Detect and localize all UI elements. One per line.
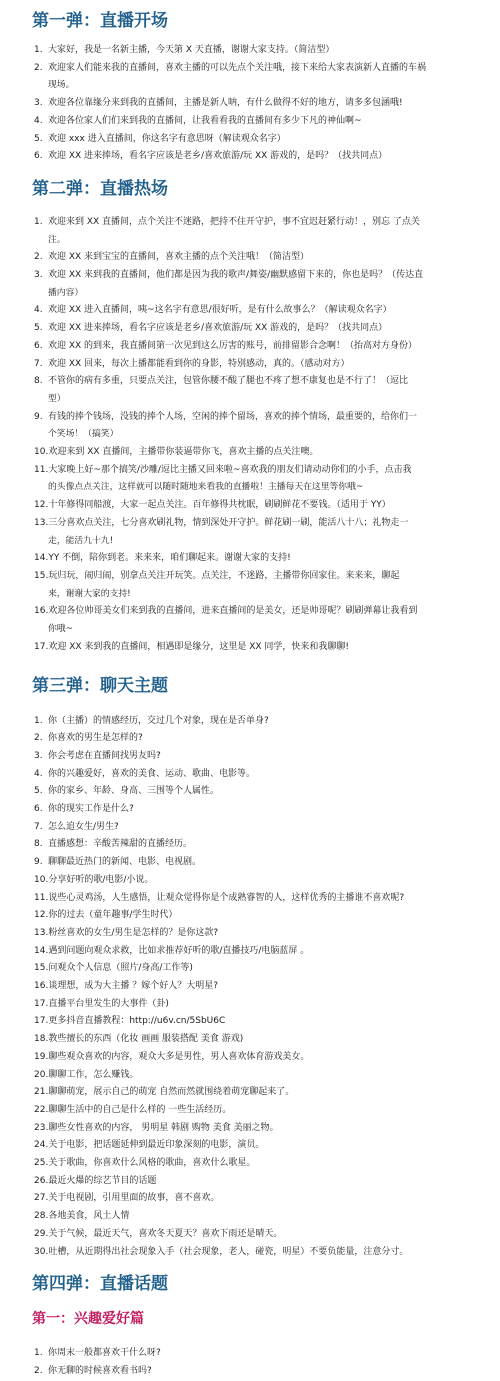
topic-list [34, 713, 486, 1262]
item-number: 14. [34, 553, 49, 564]
item-number: 2. [34, 62, 43, 73]
item-text: 你无聊的时候喜欢看书吗? [48, 1366, 152, 1376]
item-text: 怎么追女生/男生? [48, 821, 119, 832]
item-number: 3. [34, 98, 43, 109]
section-live-topics [34, 1261, 486, 1380]
item-text: 聊聊工作，怎么赚钱。 [48, 1069, 139, 1080]
item-number: 30. [34, 1246, 49, 1257]
list-item [34, 748, 486, 766]
list-item [34, 766, 486, 784]
list-item [34, 836, 486, 854]
item-text: 你的过去（童年趣事/学生时代） [48, 910, 178, 921]
item-text: 你周末一般都喜欢干什么呀? [48, 1348, 161, 1359]
list-item [34, 1155, 486, 1173]
item-number: 4. [34, 305, 43, 316]
item-number: 13. [34, 927, 49, 938]
list-item [34, 1120, 486, 1138]
item-number: 25. [34, 1158, 49, 1169]
item-text: 你的现实工作是什么? [48, 804, 134, 815]
item-number: 12. [34, 910, 49, 921]
item-text-continued: 走，能活九十九! [48, 535, 114, 546]
item-number: 1. [34, 216, 43, 227]
item-text: 聊聊萌宠，展示自己的萌宠 自然而然就围绕着萌宠聊起来了。 [48, 1087, 295, 1098]
item-text: 聊聊生活中的自己是什么样的 一些生活经历。 [48, 1104, 232, 1115]
list-item [34, 409, 486, 444]
item-text: 有钱的捧个钱场，没钱的捧个人场，空闲的捧个留场，喜欢的捧个情场，最重要的，给你们一 [48, 411, 418, 422]
item-number: 9. [34, 857, 43, 868]
item-number: 9. [34, 411, 43, 422]
section-title: 第三弹：聊天主题 [32, 675, 168, 696]
list-item [34, 639, 486, 657]
item-text: 谈理想，成为大主播 ？嫁个好人？大明星? [48, 981, 218, 992]
list-item [34, 819, 486, 837]
item-number: 17. [34, 1016, 49, 1027]
item-number: 3. [34, 270, 43, 281]
item-text-continued: 来，谢谢大家的支持! [48, 588, 131, 599]
list-item [34, 890, 486, 908]
section-title: 第二弹：直播热场 [32, 178, 168, 199]
list-item [34, 1084, 486, 1102]
list-item [34, 550, 486, 568]
item-number: 15. [34, 963, 49, 974]
list-item [34, 497, 486, 515]
item-number: 14. [34, 945, 49, 956]
item-text: 关于歌曲，你喜欢什么风格的歌曲，喜欢什么歌星。 [48, 1158, 256, 1169]
list-item [34, 42, 486, 60]
item-number: 5. [34, 133, 43, 144]
item-text: 欢迎 XX 进入直播间，咦~这名字有意思/很好听，是有什么故事么？（解读观众名字） [48, 305, 392, 316]
list-item [34, 568, 486, 603]
item-text: YY 不倒，陪你到老。来来来，咱们聊起来。谢谢大家的支持! [48, 553, 291, 564]
list-item [34, 960, 486, 978]
item-text: 大家晚上好~那个搞笑/沙雕/逗比主播又回来啦~喜欢我的朋友们请动动你们的小手，点击我 [48, 464, 412, 475]
section-opening [34, 0, 486, 166]
list-item [34, 801, 486, 819]
item-text: 你的兴趣爱好，喜欢的美食、运动、歌曲、电影等。 [48, 768, 256, 779]
item-text: 欢迎各位家人们们来到我的直播间，让我看看我的直播间有多少下凡的神仙啊~ [48, 115, 362, 126]
item-text: 欢迎 XX 来到宝宝的直播间，喜欢主播的点个关注哦！（简洁型） [48, 252, 310, 263]
item-text: 大家好，我是一名新主播，今天第 X 天直播，谢谢大家支持。（简洁型） [48, 45, 335, 55]
item-text: 欢迎来到 XX 直播间，主播带你装逼带你飞，喜欢主播的点关注噢。 [48, 447, 319, 458]
item-text-continued: 型） [48, 393, 66, 404]
item-text: 欢迎来到 XX 直播间，点个关注不迷路，把持不住开守护，事不宜迟赶紧行动！，别忘 了点关 [48, 216, 420, 227]
list-item [34, 713, 486, 731]
item-number: 11. [34, 464, 49, 475]
item-number: 2. [34, 733, 43, 744]
item-text: 你（主播）的情感经历，交过几个对象，现在是否单身? [48, 715, 269, 726]
list-item [34, 1226, 486, 1244]
item-number: 2. [34, 1366, 43, 1376]
list-item [34, 515, 486, 550]
item-number: 1. [34, 45, 43, 55]
script-list [34, 214, 486, 657]
item-text: 遇到问题向观众求救，比如求推荐好听的歌/直播技巧/电脑蓝屏 。 [48, 945, 310, 956]
item-text: 聊聊最近热门的新闻、电影、电视剧。 [48, 857, 202, 868]
item-text: 直播感想：辛酸苦辣甜的直播经历。 [48, 839, 193, 850]
item-text: 直播平台里发生的大事件（卦) [48, 998, 169, 1009]
item-text: 说些心灵鸡汤，人生感悟，让观众觉得你是个成熟睿智的人，这样优秀的主播谁不喜欢呢? [48, 892, 405, 903]
item-text: 聊些观众喜欢的内容，观众大多是男性，男人喜欢体育游戏美女。 [48, 1051, 310, 1062]
list-item [34, 996, 486, 1014]
list-item [34, 462, 486, 497]
item-number: 4. [34, 768, 43, 779]
item-number: 6. [34, 151, 43, 162]
list-item [34, 267, 486, 302]
item-text: 欢迎各位帅哥美女们来到我的直播间，进来直播间的是美女，还是帅哥呢？刷刷弹幕让我看到 [48, 606, 418, 617]
list-item [34, 907, 486, 925]
list-item [34, 1137, 486, 1155]
item-number: 16. [34, 606, 49, 617]
list-item [34, 1208, 486, 1226]
list-item [34, 373, 486, 408]
item-number: 10. [34, 447, 49, 458]
item-number: 6. [34, 804, 43, 815]
item-text: 欢迎家人们能来我的直播间，喜欢主播的可以先点个关注哦，接下来给大家表演新人直播的车祸 [48, 62, 427, 73]
item-text: 粉丝喜欢的女生/男生是怎样的？是你这款? [48, 927, 219, 938]
section-warmup [34, 166, 486, 657]
item-number: 29. [34, 1228, 49, 1239]
item-text: 关于气候，最近天气，喜欢冬天夏天？喜欢下雨还是晴天。 [48, 1228, 283, 1239]
item-number: 4. [34, 115, 43, 126]
item-text: 关于电影，把话题延伸到最近印象深刻的电影，演员。 [48, 1140, 265, 1151]
list-item [34, 1345, 486, 1363]
item-number: 27. [34, 1193, 49, 1204]
item-number: 7. [34, 821, 43, 832]
item-text-continued: 现场。 [48, 80, 75, 91]
item-number: 26. [34, 1175, 49, 1186]
item-text-continued: 播内容） [48, 287, 84, 298]
item-number: 8. [34, 839, 43, 850]
list-item [34, 444, 486, 462]
item-number: 5. [34, 786, 43, 797]
subsection-title: 第一：兴趣爱好篇 [32, 1311, 144, 1328]
list-item [34, 1363, 486, 1381]
list-item [34, 214, 486, 249]
item-text-continued: 你哦~ [48, 624, 73, 635]
list-item [34, 1067, 486, 1085]
list-item [34, 1244, 486, 1262]
item-text-continued: 注。 [48, 234, 66, 245]
item-number: 10. [34, 874, 49, 885]
item-number: 22. [34, 1104, 49, 1115]
item-text: 吐槽，从近期得出社会现象入手（社会现象，老人，碰瓷，明星）不要负能量，注意分寸。 [48, 1246, 409, 1257]
section-title: 第四弹：直播话题 [32, 1274, 168, 1295]
item-number: 8. [34, 376, 43, 387]
item-number: 15. [34, 570, 49, 581]
list-item [34, 603, 486, 638]
list-item [34, 1173, 486, 1191]
item-text: 不管你的病有多重，只要点关注，包管你腰不酸了腿也不疼了想不康复也是不行了！（逗比 [48, 376, 409, 387]
list-item [34, 943, 486, 961]
item-number: 24. [34, 1140, 49, 1151]
section-chat-topics [34, 657, 486, 1262]
list-item [34, 1013, 486, 1031]
topic-list [34, 1345, 486, 1380]
item-text: 聊些女性喜欢的内容， 男明星 韩剧 购物 美食 美丽之物。 [48, 1122, 279, 1133]
item-number: 13. [34, 517, 49, 528]
item-text: 欢迎各位靠缘分来到我的直播间，主播是新人呐，有什么做得不好的地方，请多多包涵哦! [48, 98, 403, 109]
item-number: 20. [34, 1069, 49, 1080]
list-item [34, 854, 486, 872]
script-list [34, 42, 486, 166]
item-text: 欢迎 XX 进来捧场，看名字应该是老乡/喜欢旅游/玩 XX 游戏的，是吗？（找共同点） [48, 151, 388, 162]
list-item [34, 978, 486, 996]
item-text: 欢迎 XX 进来捧场，看名字应该是老乡/喜欢旅游/玩 XX 游戏的，是吗？（找共同点） [48, 323, 388, 334]
list-item [34, 302, 486, 320]
item-text: 你喜欢的男生是怎样的? [48, 733, 143, 744]
list-item [34, 1049, 486, 1067]
item-number: 1. [34, 1348, 43, 1359]
item-number: 5. [34, 323, 43, 334]
item-number: 28. [34, 1211, 49, 1222]
list-item [34, 925, 486, 943]
list-item [34, 1102, 486, 1120]
item-text: 更多抖音直播教程：http://u6v.cn/5SbU6C [48, 1016, 226, 1027]
item-text: 教些擅长的东西（化妆 画画 服装搭配 美食 游戏) [48, 1034, 244, 1045]
item-text-continued: 的头像点点关注，这样就可以随时随地来看我的直播啦！主播每天在这里等你哦~ [48, 482, 364, 493]
list-item [34, 1031, 486, 1049]
list-item [34, 338, 486, 356]
item-number: 6. [34, 340, 43, 351]
list-item [34, 730, 486, 748]
item-number: 7. [34, 358, 43, 369]
item-number: 18. [34, 1034, 49, 1045]
item-text: 问观众个人信息（照片/身高/工作等) [48, 963, 193, 974]
item-text: 分享好听的歌/电影/小说。 [48, 874, 154, 885]
item-number: 23. [34, 1122, 49, 1133]
item-number: 17. [34, 998, 49, 1009]
item-number: 16. [34, 981, 49, 992]
item-text: 欢迎 XX 回来，每次上播都能看到你的身影，特别感动，真的。（感动对方） [48, 358, 350, 369]
item-number: 3. [34, 750, 43, 761]
item-text: 玩归玩，闹归闹，别拿点关注开玩笑。点关注，不迷路，主播带你回家住。来来来，聊起 [48, 570, 400, 581]
item-text: 欢迎 XX 来到我的直播间，他们都是因为我的歌声/舞姿/幽默感留下来的，你也是吗？（传达直 [48, 270, 424, 281]
item-text: 最近火爆的综艺节目的话题 [48, 1175, 157, 1186]
item-number: 2. [34, 252, 43, 263]
item-number: 12. [34, 500, 49, 511]
list-item [34, 95, 486, 113]
list-item [34, 356, 486, 374]
list-item [34, 60, 486, 95]
item-text-continued: 个笑场！（搞笑） [48, 429, 119, 440]
item-number: 11. [34, 892, 49, 903]
list-item [34, 148, 486, 166]
list-item [34, 320, 486, 338]
list-item [34, 113, 486, 131]
item-text: 欢迎 XX 的到来，我直播间第一次见到这么厉害的账号，前排留影合念啊！（抬高对方身份） [48, 340, 418, 351]
list-item [34, 131, 486, 149]
item-number: 19. [34, 1051, 49, 1062]
item-text: 你会考虑在直播间找男友吗? [48, 750, 161, 761]
list-item [34, 783, 486, 801]
section-title: 第一弹：直播开场 [32, 11, 168, 31]
item-text: 欢迎 XX 来到我的直播间，相遇即是缘分，这里是 XX 同学，快来和我聊聊! [48, 641, 350, 652]
list-item [34, 1190, 486, 1208]
list-item [34, 872, 486, 890]
item-number: 21. [34, 1087, 49, 1098]
item-number: 1. [34, 715, 43, 726]
item-text: 欢迎 xxx 进入直播间，你这名字有意思呀（解读观众名字） [48, 133, 286, 144]
item-text: 三分喜欢点关注，七分喜欢刷礼物，情到深处开守护。鲜花刷一刷，能活八十八；礼物走一 [48, 517, 409, 528]
item-text: 关于电视剧，引用里面的故事，喜不喜欢。 [48, 1193, 220, 1204]
item-text: 各地美食，风土人情 [48, 1211, 130, 1222]
item-number: 17. [34, 641, 49, 652]
item-text: 十年修得同船渡，大家一起点关注。百年修得共枕眠，刷刷鲜花不要钱。（适用于 YY） [48, 500, 391, 511]
item-text: 你的家乡、年龄、身高、三围等个人属性。 [48, 786, 220, 797]
list-item [34, 249, 486, 267]
